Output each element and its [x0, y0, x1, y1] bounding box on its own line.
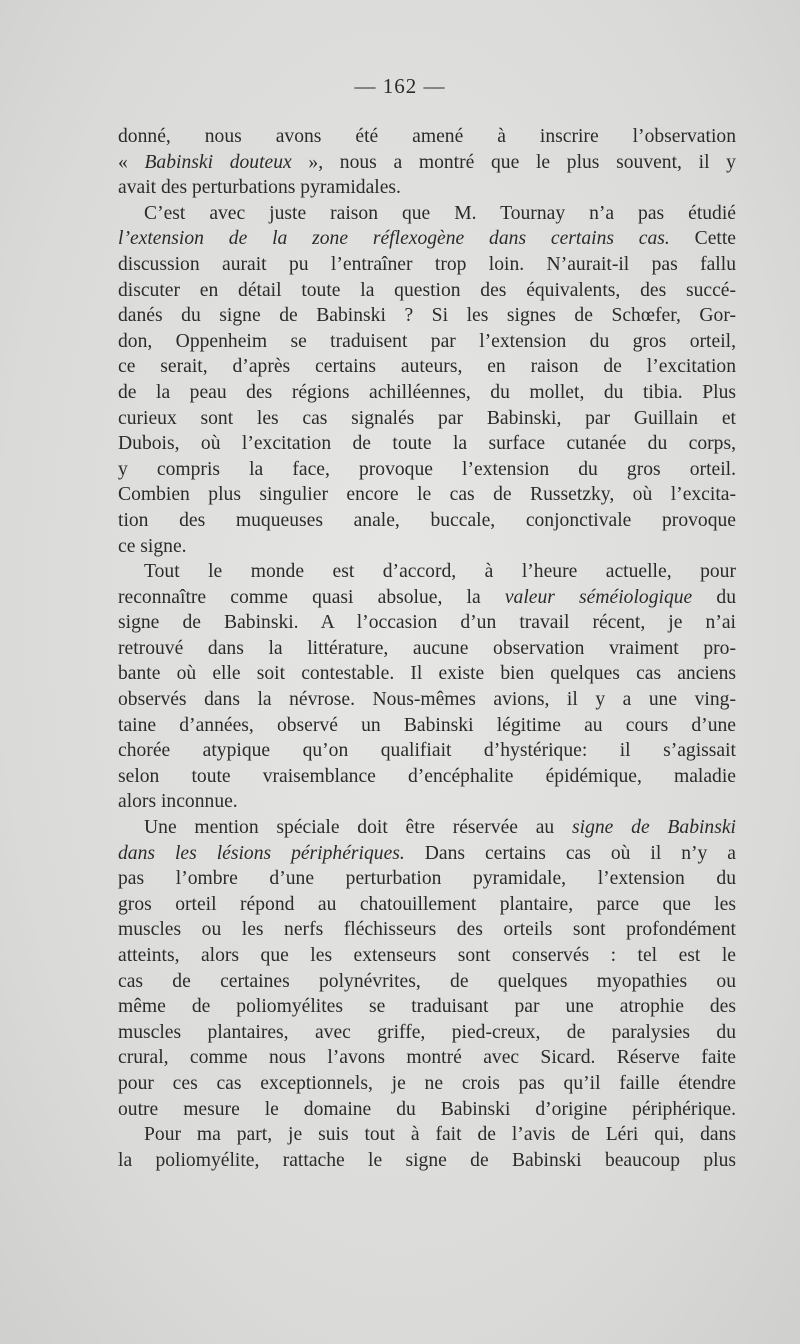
text-line — [118, 150, 736, 176]
italic-phrase: signe de Babinski — [572, 817, 736, 839]
text-line: curieux sont les cas signalés par Babinski, par Guillain et — [118, 407, 736, 429]
text-line: muscles ou les nerfs fléchisseurs des orteils sont profondément — [118, 919, 736, 941]
text-line: pour ces cas exceptionnels, je ne crois pas qu’il faille étendre — [118, 1072, 736, 1094]
italic-phrase: dans les lésions périphériques. — [118, 842, 405, 864]
text-line: ce serait, d’après certains auteurs, en raison de l’excitation — [118, 356, 736, 378]
text-line — [118, 815, 736, 841]
text-line: discuter en détail toute la question des équivalents, des succé- — [118, 279, 736, 301]
text-line: la poliomyélite, rattache le signe de Babinski beaucoup plus — [118, 1149, 736, 1171]
italic-phrase: Babinski douteux — [144, 151, 292, 173]
text-line: danés du signe de Babinski ? Si les signes de Schœfer, Gor- — [118, 305, 736, 327]
text-segment: Cette — [669, 228, 737, 250]
text-line: y compris la face, provoque l’extension du gros orteil. — [118, 458, 736, 480]
text-line — [118, 226, 736, 252]
text-line: muscles plantaires, avec griffe, pied-creux, de paralysies du — [118, 1021, 736, 1043]
page-number: — 162 — — [354, 74, 446, 98]
text-line: outre mesure le domaine du Babinski d’origine périphérique. — [118, 1098, 736, 1120]
italic-phrase: l’extension de la zone réflexogène dans certains cas. — [118, 228, 670, 250]
text-line: alors inconnue. — [118, 791, 238, 813]
text-line: même de poliomyélites se traduisant par une atrophie des — [118, 996, 736, 1018]
text-line: selon toute vraisemblance d’encéphalite épidémique, maladie — [118, 765, 736, 787]
text-segment: », nous a montré que le plus souvent, il y — [291, 151, 736, 173]
text-segment: Une mention spéciale doit être réservée au — [144, 817, 573, 839]
text-line: don, Oppenheim se traduisent par l’extension du gros orteil, — [118, 330, 736, 352]
text-line — [118, 585, 736, 611]
text-segment: reconnaître comme quasi absolue, la — [118, 586, 505, 608]
text-line — [118, 841, 736, 867]
text-line: atteints, alors que les extenseurs sont conservés : tel est le — [118, 945, 736, 966]
text-line: signe de Babinski. A l’occasion d’un travail récent, je n’ai — [118, 612, 736, 634]
italic-phrase: valeur séméiologique — [504, 586, 693, 608]
text-line: ce signe. — [118, 535, 187, 557]
text-line: Dubois, où l’excitation de toute la surface cutanée du corps, — [118, 433, 736, 455]
text-line: pas l’ombre d’une perturbation pyramidale, l’extension du — [118, 868, 736, 890]
text-segment: « — [118, 151, 145, 173]
text-line: Pour ma part, je suis tout à fait de l’avis de Léri qui, dans — [144, 1124, 736, 1146]
text-line: avait des perturbations pyramidales. — [118, 177, 401, 199]
text-line: chorée atypique qu’on qualifiait d’hystérique: il s’agissait — [118, 740, 736, 762]
body-text — [118, 124, 736, 1173]
text-line: Combien plus singulier encore le cas de Russetzky, où l’excita- — [118, 484, 736, 506]
text-line: de la peau des régions achilléennes, du mollet, du tibia. Plus — [118, 381, 736, 403]
text-line: observés dans la névrose. Nous-mêmes avions, il y a une ving- — [118, 689, 736, 711]
text-segment: du — [692, 586, 737, 608]
text-line: crural, comme nous l’avons montré avec Sicard. Réserve faite — [118, 1047, 736, 1069]
text-line: discussion aurait pu l’entraîner trop loin. N’aurait-il pas fallu — [118, 253, 736, 275]
text-segment: Dans certains cas où il n’y a — [404, 842, 736, 864]
text-line: bante où elle soit contestable. Il existe bien quelques cas anciens — [118, 663, 736, 685]
text-line: taine d’années, observé un Babinski légitime au cours d’une — [118, 714, 736, 736]
text-line: donné, nous avons été amené à inscrire l’observation — [118, 126, 736, 147]
text-line: C’est avec juste raison que M. Tournay n’a pas étudié — [144, 202, 736, 224]
text-line: Tout le monde est d’accord, à l’heure actuelle, pour — [144, 561, 736, 583]
text-line: tion des muqueuses anale, buccale, conjonctivale provoque — [118, 509, 736, 531]
text-line: cas de certaines polynévrites, de quelques myopathies ou — [118, 970, 736, 992]
text-line: retrouvé dans la littérature, aucune observation vraiment pro- — [118, 637, 736, 659]
text-line: gros orteil répond au chatouillement plantaire, parce que les — [118, 893, 736, 915]
